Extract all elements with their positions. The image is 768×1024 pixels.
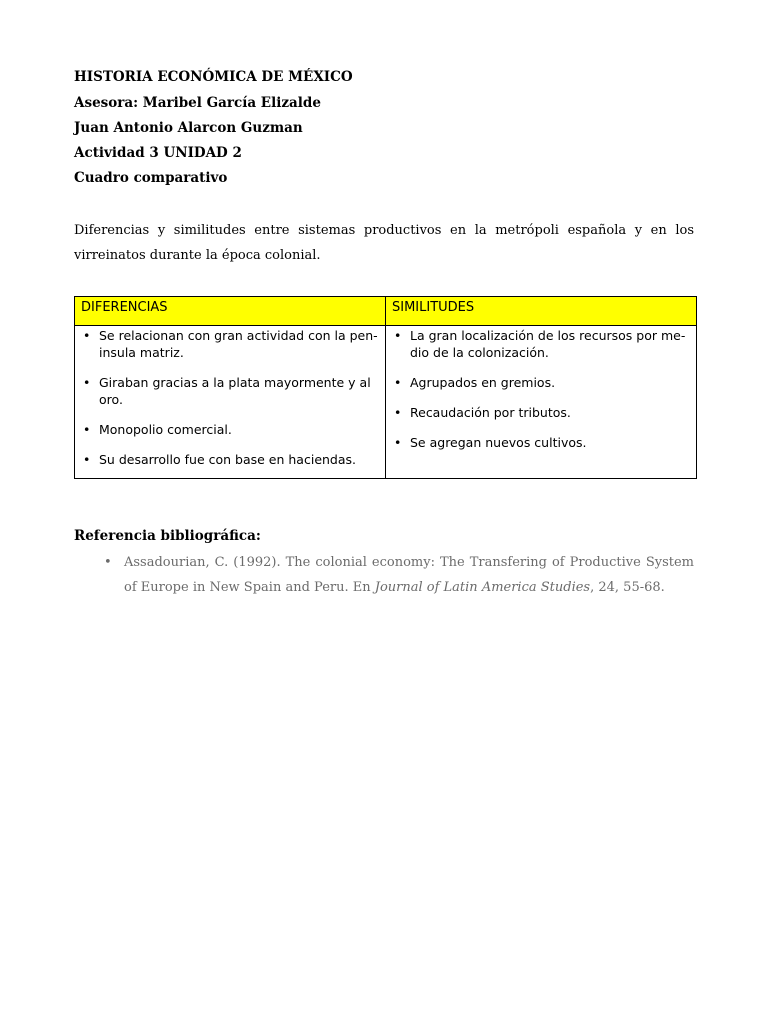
- list-item: • Se agregan nuevos cultivos.: [394, 435, 587, 450]
- table-row: [75, 326, 697, 479]
- column-header-similitudes: SIMILITUDES: [386, 297, 697, 326]
- list-item: • Agrupados en gremios.: [394, 375, 556, 390]
- similitudes-cell: [386, 326, 697, 479]
- diferencias-cell: [75, 326, 386, 479]
- diferencias-list: [81, 327, 379, 468]
- comparison-table: [74, 296, 697, 479]
- journal-title: Journal of Latin America Studies: [374, 580, 591, 595]
- list-item: • Recaudación por tributos.: [394, 405, 571, 420]
- bullet-icon: •: [394, 328, 402, 343]
- reference-entry: Assadourian, C. (1992). The colonial economy: The Transfering of Productive System of Europe in New Spain and Peru. En Journal of Latin America Studies, 24, 55-68.: [124, 555, 694, 595]
- bullet-icon: •: [83, 328, 91, 343]
- bullet-icon: •: [394, 375, 402, 390]
- bullet-icon: •: [83, 375, 91, 390]
- list-item: • Se relacionan con gran actividad con la pen-insula matriz.: [83, 328, 378, 360]
- bullet-icon: •: [83, 422, 91, 437]
- assignment-title: Cuadro comparativo: [74, 170, 228, 186]
- bullet-icon: •: [394, 435, 402, 450]
- similitudes-list: [392, 327, 690, 451]
- column-header-diferencias: DIFERENCIAS: [75, 297, 386, 326]
- bullet-icon: •: [104, 555, 112, 570]
- activity-line: Actividad 3 UNIDAD 2: [74, 145, 242, 161]
- list-item: • Monopolio comercial.: [83, 422, 232, 437]
- bullet-icon: •: [394, 405, 402, 420]
- intro-paragraph: Diferencias y similitudes entre sistemas productivos en la metrópoli española y en los virreinatos durante la época colonial.: [74, 223, 694, 263]
- course-title: HISTORIA ECONÓMICA DE MÉXICO: [74, 69, 353, 85]
- list-item: • Su desarrollo fue con base en haciendas.: [83, 452, 357, 467]
- advisor-line: Asesora: Maribel García Elizalde: [74, 95, 321, 111]
- references-title: Referencia bibliográfica:: [74, 528, 261, 544]
- table-header-row: [75, 297, 697, 326]
- bullet-icon: •: [83, 452, 91, 467]
- list-item: • La gran localización de los recursos por me-dio de la colonización.: [394, 328, 686, 360]
- list-item: • Giraban gracias a la plata mayormente y al oro.: [83, 375, 371, 407]
- student-name: Juan Antonio Alarcon Guzman: [74, 120, 303, 136]
